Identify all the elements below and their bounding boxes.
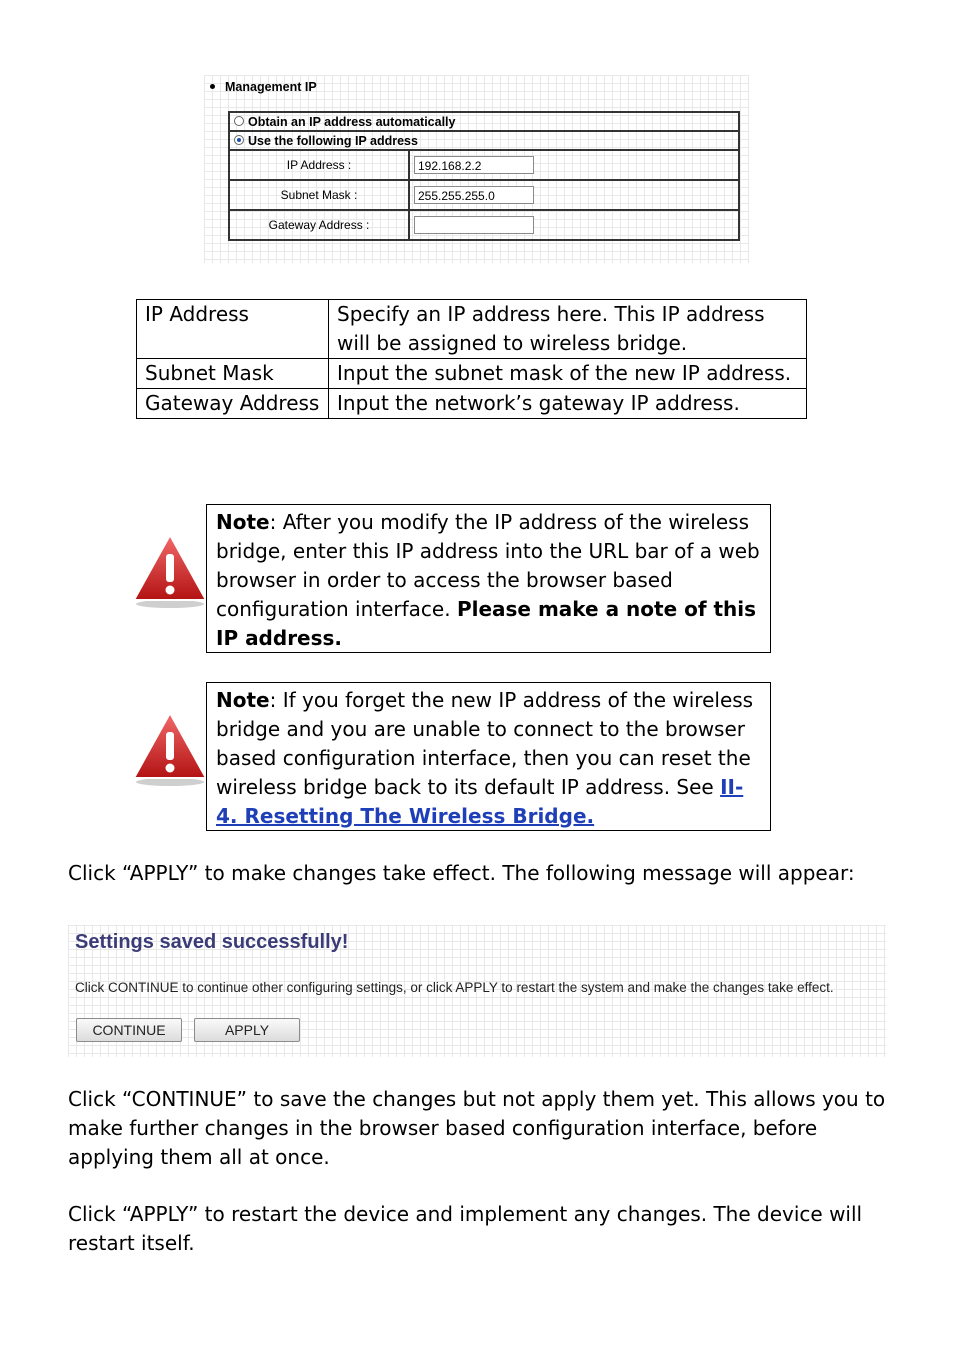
term-cell: Subnet Mask	[137, 359, 329, 389]
warning-icon	[132, 708, 208, 788]
field-description-table	[136, 299, 807, 419]
continue-button[interactable]: CONTINUE	[76, 1018, 182, 1042]
apply-instruction: Click “APPLY” to make changes take effect. The following message will appear:	[68, 861, 855, 885]
option-manual-row[interactable]	[229, 131, 739, 150]
management-ip-form	[228, 111, 740, 241]
description-cell: Input the subnet mask of the new IP address.	[329, 359, 807, 389]
continue-instruction: Click “CONTINUE” to save the changes but not apply them yet. This allows you to make further changes in the browser based configuration interface, before applying them all at once.	[68, 1087, 886, 1169]
management-ip-panel	[204, 75, 749, 263]
reset-section-link[interactable]: II-4. Resetting The Wireless Bridge.	[216, 775, 744, 828]
gateway-address-label: Gateway Address :	[229, 210, 409, 240]
subnet-mask-input[interactable]: 255.255.255.0	[414, 186, 534, 204]
bullet-icon	[210, 84, 215, 89]
ip-address-input[interactable]: 192.168.2.2	[414, 156, 534, 174]
note-box-forgot-ip	[206, 682, 771, 831]
note-text: : If you forget the new IP address of the wireless bridge and you are unable to connect to the browser based configuration interface, then you can reset the wireless bridge back to its default IP address. See	[216, 688, 754, 799]
management-ip-heading: Management IP	[210, 80, 317, 94]
table-row	[137, 300, 807, 359]
description-cell: Specify an IP address here. This IP address will be assigned to wireless bridge.	[329, 300, 807, 359]
option-auto-row[interactable]	[229, 112, 739, 131]
saved-title: Settings saved successfully!	[75, 931, 349, 953]
option-manual-label: Use the following IP address	[248, 133, 418, 148]
option-auto-label: Obtain an IP address automatically	[248, 114, 456, 129]
apply-button[interactable]: APPLY	[194, 1018, 300, 1042]
ip-address-label: IP Address :	[229, 150, 409, 180]
note-box-ip-change	[206, 504, 771, 653]
saved-message: Click CONTINUE to continue other configuring settings, or click APPLY to restart the system and make the changes take effect.	[75, 980, 834, 995]
note-label: Note	[216, 688, 270, 712]
term-cell: Gateway Address	[137, 389, 329, 419]
subnet-mask-label: Subnet Mask :	[229, 180, 409, 210]
warning-icon	[132, 530, 208, 610]
note-text: : After you modify the IP address of the wireless bridge, enter this IP address into the URL bar of a web browser in order to access the browser based configuration interface.	[216, 510, 760, 621]
gateway-address-input[interactable]	[414, 216, 534, 234]
note-label: Note	[216, 510, 270, 534]
restart-instruction: Click “APPLY” to restart the device and implement any changes. The device will restart itself.	[68, 1202, 863, 1255]
settings-saved-panel	[68, 925, 886, 1057]
radio-manual[interactable]	[234, 135, 244, 145]
note-emphasis: Please make a note of this IP address.	[216, 597, 757, 650]
term-cell: IP Address	[137, 300, 329, 359]
table-row	[137, 389, 807, 419]
table-row	[137, 359, 807, 389]
radio-auto[interactable]	[234, 116, 244, 126]
description-cell: Input the network’s gateway IP address.	[329, 389, 807, 419]
